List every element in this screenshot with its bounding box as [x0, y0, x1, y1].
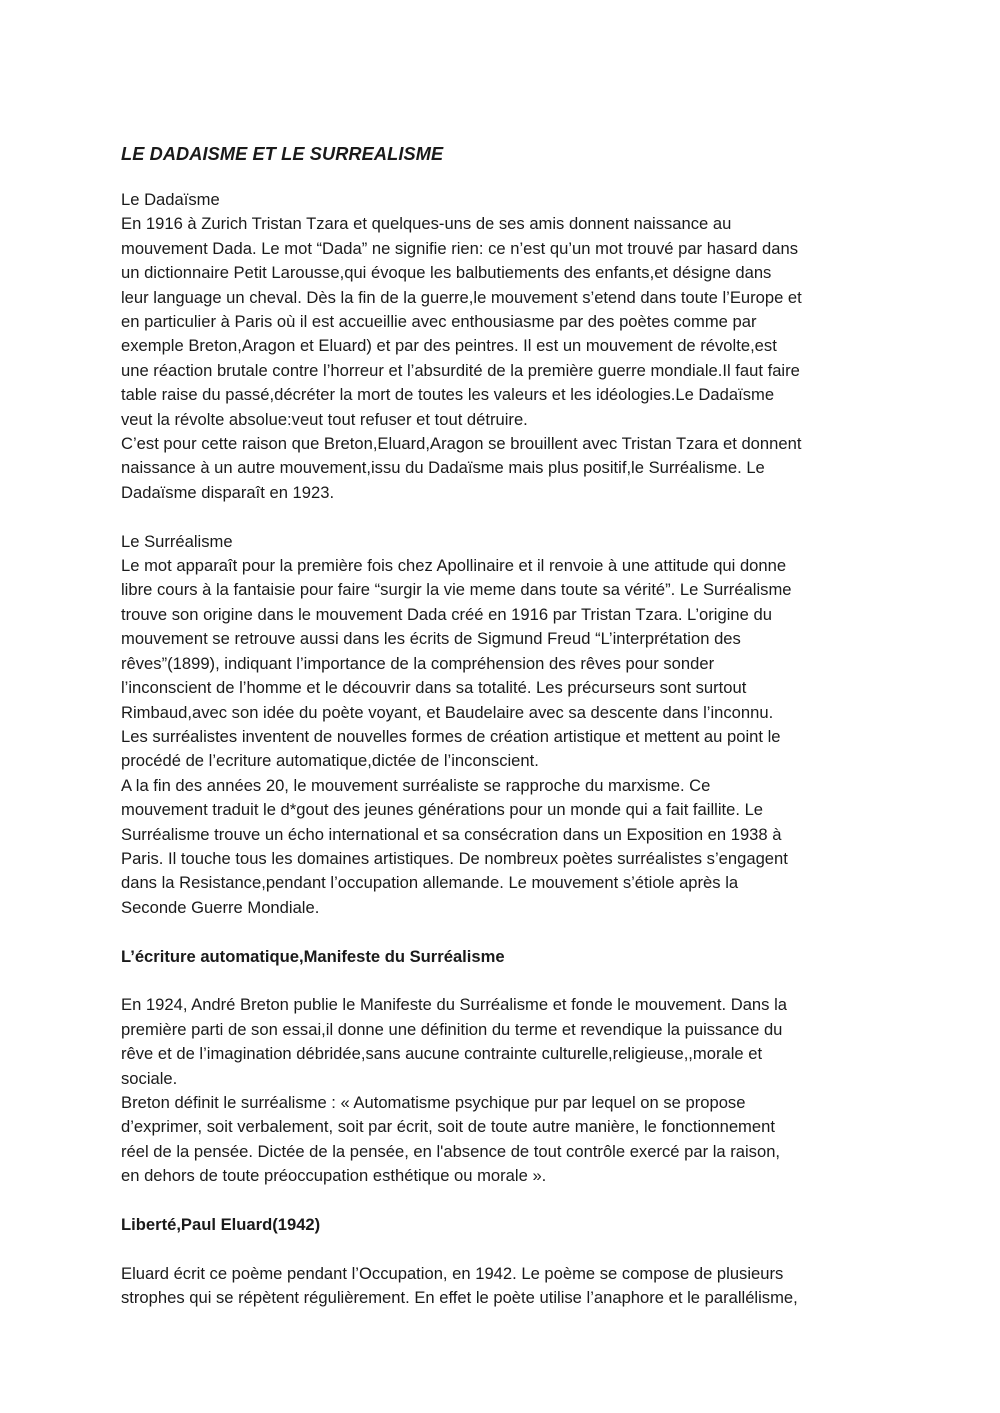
text-line: Paris. Il touche tous les domaines artistiques. De nombreux poètes surréalistes s’engagent	[121, 848, 788, 868]
text-line: rêves”(1899), indiquant l’importance de la compréhension des rêves pour sonder	[121, 653, 715, 673]
text-line: En 1924, André Breton publie le Manifeste du Surréalisme et fonde le mouvement. Dans la	[121, 995, 787, 1015]
text-line: table raise du passé,décréter la mort de toutes les valeurs et les idéologies.Le Dadaïsme	[121, 385, 775, 405]
section-heading-ecriture-automatique: L’écriture automatique,Manifeste du Surréalisme	[121, 946, 505, 966]
text-line: Eluard écrit ce poème pendant l’Occupation, en 1942. Le poème se compose de plusieurs	[121, 1263, 784, 1283]
text-line: Seconde Guerre Mondiale.	[121, 897, 320, 917]
paragraph-spacer	[121, 920, 883, 944]
text-line: procédé de l’ecriture automatique,dictée de l’inconscient.	[121, 751, 539, 771]
section-surrealisme	[121, 530, 883, 921]
section-heading-dadaisme: Le Dadaïsme	[121, 190, 220, 209]
text-line: Rimbaud,avec son idée du poète voyant, et Baudelaire avec sa descente dans l’inconnu.	[121, 702, 774, 722]
text-line: une réaction brutale contre l’horreur et l’absurdité de la première guerre mondiale.Il faut faire	[121, 360, 800, 380]
text-line: en dehors de toute préoccupation esthétique ou morale ».	[121, 1166, 547, 1186]
text-line: libre cours à la fantaisie pour faire “surgir la vie meme dans toute sa vérité”. Le Surréalisme	[121, 580, 792, 600]
text-line: trouve son origine dans le mouvement Dada créé en 1916 par Tristan Tzara. L’origine du	[121, 604, 772, 624]
text-line: un dictionnaire Petit Larousse,qui évoque les balbutiements des enfants,et désigne dans	[121, 263, 772, 283]
text-line: rêve et de l’imagination débridée,sans aucune contrainte culturelle,religieuse,,morale et	[121, 1044, 763, 1064]
section-dadaisme	[121, 188, 883, 505]
paragraph-spacer	[121, 505, 883, 529]
text-line: naissance à un autre mouvement,issu du Dadaïsme mais plus positif,le Surréalisme. Le	[121, 458, 765, 478]
text-line: mouvement se retrouve aussi dans les écrits de Sigmund Freud “L’interprétation des	[121, 629, 741, 649]
text-line: première parti de son essai,il donne une définition du terme et revendique la puissance du	[121, 1019, 783, 1039]
text-line: d’exprimer, soit verbalement, soit par écrit, soit de toute autre manière, le fonctionnement	[121, 1117, 775, 1137]
text-line: En 1916 à Zurich Tristan Tzara et quelques-uns de ses amis donnent naissance au	[121, 214, 732, 234]
text-line: en particulier à Paris où il est accueillie avec enthousiasme par des poètes comme par	[121, 312, 757, 332]
text-line: Les surréalistes inventent de nouvelles formes de création artistique et mettent au point le	[121, 726, 781, 746]
section-heading-liberte: Liberté,Paul Eluard(1942)	[121, 1215, 321, 1234]
text-line: leur language un cheval. Dès la fin de la guerre,le mouvement s’etend dans toute l’Europe et	[121, 287, 802, 307]
text-line: mouvement Dada. Le mot “Dada” ne signifie rien: ce n’est qu’un mot trouvé par hasard dans	[121, 238, 799, 258]
section-ecriture-automatique	[121, 945, 883, 1189]
text-line: l’inconscient de l’homme et le découvrir dans sa totalité. Les précurseurs sont surtout	[121, 678, 747, 698]
dadaisme-body	[121, 212, 883, 505]
paragraph-spacer	[121, 969, 883, 993]
text-line: Breton définit le surréalisme : « Automatisme psychique pur par lequel on se propose	[121, 1092, 746, 1112]
text-line: mouvement traduit le d*gout des jeunes générations pour un monde qui a fait faillite. Le	[121, 800, 764, 820]
document-title: LE DADAISME ET LE SURREALISME	[121, 144, 444, 164]
text-line: C’est pour cette raison que Breton,Eluard,Aragon se brouillent avec Tristan Tzara et donnent	[121, 434, 802, 454]
text-line: exemple Breton,Aragon et Eluard) et par des peintres. Il est un mouvement de révolte,est	[121, 336, 777, 356]
text-line: sociale.	[121, 1068, 178, 1088]
text-line: réel de la pensée. Dictée de la pensée, en l'absence de tout contrôle exercé par la raison,	[121, 1141, 781, 1161]
text-line: Le mot apparaît pour la première fois chez Apollinaire et il renvoie à une attitude qui donne	[121, 556, 787, 576]
text-line: dans la Resistance,pendant l’occupation allemande. Le mouvement s’étiole après la	[121, 873, 739, 893]
text-line: A la fin des années 20, le mouvement surréaliste se rapproche du marxisme. Ce	[121, 775, 711, 795]
text-line: strophes qui se répètent régulièrement. En effet le poète utilise l’anaphore et le parallélisme,	[121, 1288, 798, 1308]
paragraph-spacer	[121, 1189, 883, 1213]
document-page	[121, 142, 883, 1311]
paragraph-spacer	[121, 1237, 883, 1261]
ecriture-body	[121, 993, 883, 1188]
text-line: veut la révolte absolue:veut tout refuser et tout détruire.	[121, 409, 528, 429]
text-line: Dadaïsme disparaît en 1923.	[121, 482, 335, 502]
liberte-body	[121, 1262, 883, 1311]
section-heading-surrealisme: Le Surréalisme	[121, 531, 233, 551]
text-line: Surréalisme trouve un écho international et sa consécration dans un Exposition en 1938 à	[121, 824, 782, 844]
section-liberte	[121, 1213, 883, 1311]
surrealisme-body	[121, 554, 883, 920]
